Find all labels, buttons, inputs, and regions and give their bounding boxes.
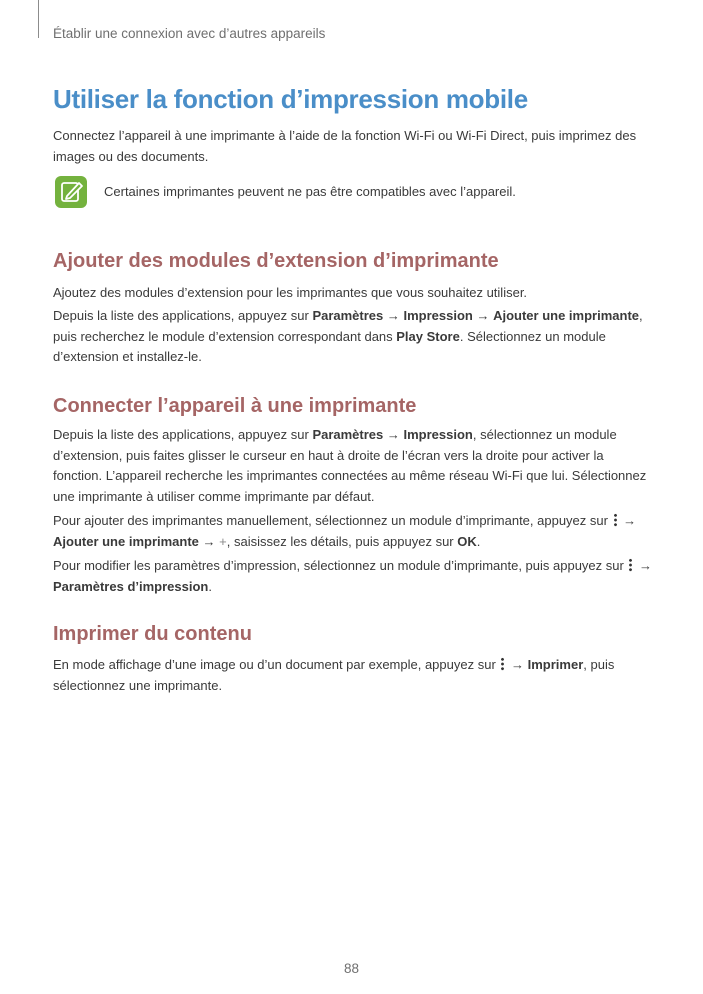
menu-path-settings: Paramètres [312,427,384,442]
menu-path-print-settings: Paramètres d’impression [53,578,209,594]
running-header: Établir une connexion avec d’autres appareils [53,26,326,41]
menu-path-print: Imprimer [527,657,584,672]
connect-paragraph-2: Pour ajouter des imprimantes manuellement, sélectionnez un module d’imprimante, appuyez sur → Ajouter une imprimante → +, saisissez les détails, puis appuyez sur OK. [53,513,637,549]
menu-path-printing: Impression [403,308,473,323]
more-options-icon [614,513,617,527]
plugins-paragraph-1: Ajoutez des modules d’extension pour les imprimantes que vous souhaitez utiliser. [53,285,528,300]
page-title: Utiliser la fonction d’impression mobile [53,84,528,114]
note-text: Certaines imprimantes peuvent ne pas être compatibles avec l’appareil. [104,184,516,199]
section-heading-plugins: Ajouter des modules d’extension d’imprimante [53,250,499,272]
section-heading-connect: Connecter l’appareil à une imprimante [53,395,417,417]
menu-path-add-printer: Ajouter une imprimante [53,533,199,549]
connect-paragraph-1: Depuis la liste des applications, appuyez sur Paramètres → Impression, sélectionnez un module d’extension, puis faites glisser le curseur en haut à droite de l’écran vers la droite pour activer la fonction. L’appareil recherche les imprimantes connectées au même réseau Wi-Fi que lui. Sélectionnez une imprimante à utiliser comme imprimante par défaut. [53,427,647,504]
connect-paragraph-3: Pour modifier les paramètres d’impression, sélectionnez un module d’imprimante, puis appuyez sur → Paramètres d’impression. [53,558,653,594]
header-divider [38,0,39,38]
menu-path-add-printer: Ajouter une imprimante [493,308,640,323]
more-options-icon [629,558,632,572]
menu-path-printing: Impression [403,427,473,442]
add-icon: + [219,533,227,549]
note-pencil-icon [55,176,87,208]
plugins-paragraph-2: Depuis la liste des applications, appuyez sur Paramètres → Impression → Ajouter une imprimante, puis recherchez le module d’extension correspondant dans Play Store. Sélectionnez un module d’extension et installez-le. [53,308,643,364]
section-heading-print-content: Imprimer du contenu [53,623,252,645]
intro-paragraph: Connectez l’appareil à une imprimante à l’aide de la fonction Wi-Fi ou Wi-Fi Direct, puis imprimez des images ou des documents. [53,128,637,164]
ok-label: OK [457,533,477,549]
menu-path-settings: Paramètres [312,308,384,323]
page-number: 88 [343,961,360,976]
play-store-label: Play Store [396,328,460,344]
more-options-icon [501,657,504,671]
print-content-paragraph: En mode affichage d’une image ou d’un document par exemple, appuyez sur → Imprimer, puis sélectionnez une imprimante. [53,657,615,693]
